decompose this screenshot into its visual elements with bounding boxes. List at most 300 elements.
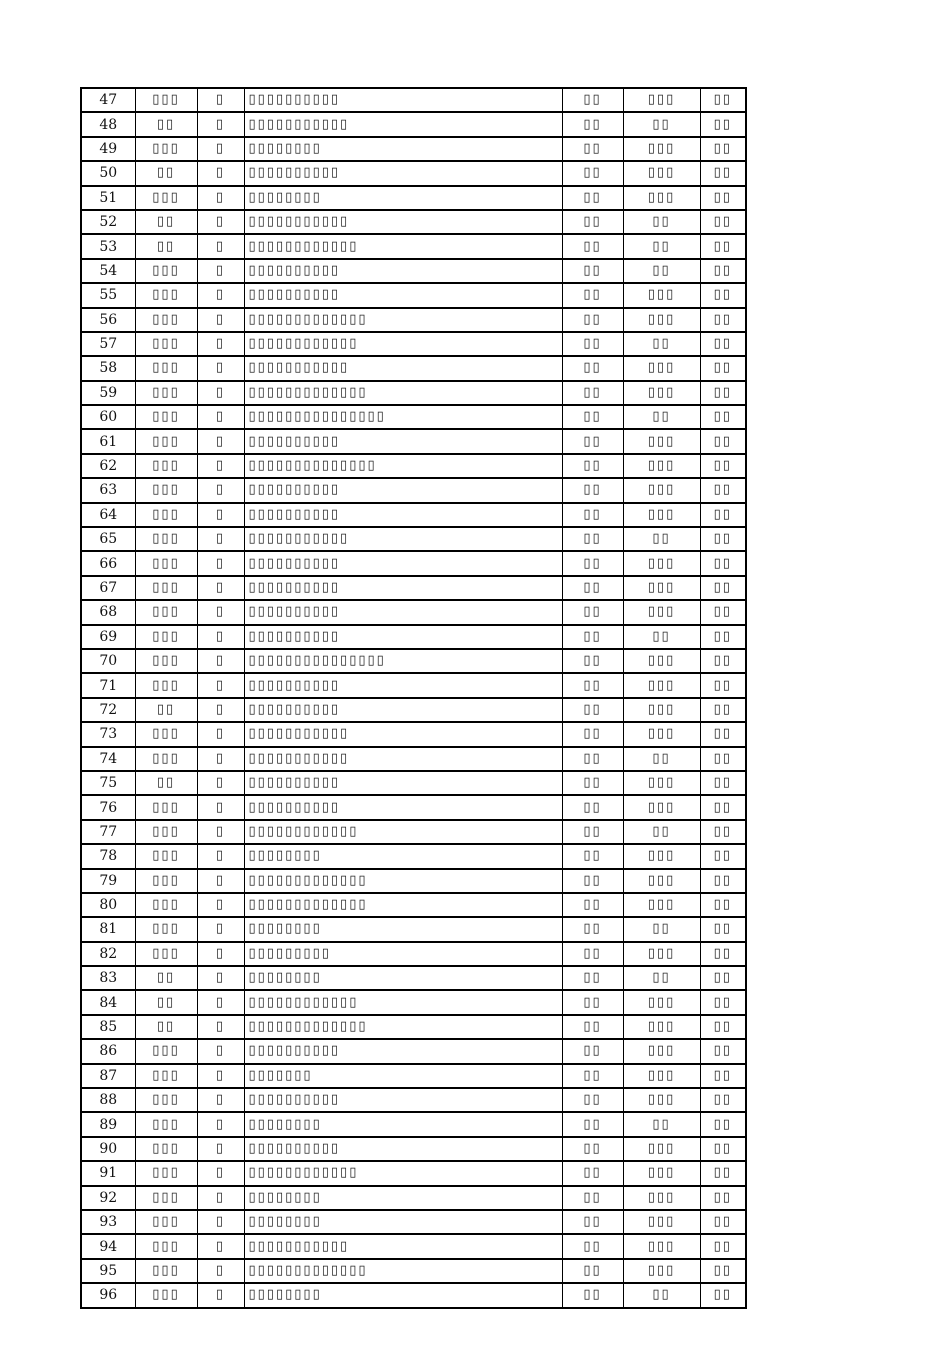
row-number: 90 (81, 1137, 135, 1161)
row-number: 95 (81, 1259, 135, 1283)
note-cell: ▯▯ (700, 478, 746, 502)
table-row (81, 966, 746, 990)
person-name: ▯▯ (135, 210, 197, 234)
category-cell: ▯▯ (562, 795, 623, 819)
table-row (81, 673, 746, 697)
role-cell: ▯▯▯ (623, 454, 700, 478)
person-name: ▯▯▯ (135, 649, 197, 673)
role-cell: ▯▯▯ (623, 795, 700, 819)
sex-cell: ▯ (197, 137, 244, 161)
note-cell: ▯▯ (700, 356, 746, 380)
note-cell: ▯▯ (700, 600, 746, 624)
row-number: 66 (81, 551, 135, 575)
person-name: ▯▯▯ (135, 478, 197, 502)
unit-cell: ▯▯▯▯▯▯▯▯ (244, 137, 562, 161)
row-number: 85 (81, 1015, 135, 1039)
row-number: 94 (81, 1234, 135, 1258)
sex-cell: ▯ (197, 429, 244, 453)
role-cell: ▯▯▯ (623, 649, 700, 673)
category-cell: ▯▯ (562, 88, 623, 112)
table-row (81, 1210, 746, 1234)
sex-cell: ▯ (197, 966, 244, 990)
unit-cell: ▯▯▯▯▯▯▯▯▯▯▯▯▯ (244, 1259, 562, 1283)
person-name: ▯▯▯ (135, 600, 197, 624)
note-cell: ▯▯ (700, 1064, 746, 1088)
note-cell: ▯▯ (700, 771, 746, 795)
person-name: ▯▯▯ (135, 88, 197, 112)
row-number: 89 (81, 1112, 135, 1136)
note-cell: ▯▯ (700, 747, 746, 771)
row-number: 78 (81, 844, 135, 868)
unit-cell: ▯▯▯▯▯▯▯▯▯▯▯ (244, 722, 562, 746)
note-cell: ▯▯ (700, 820, 746, 844)
category-cell: ▯▯ (562, 1088, 623, 1112)
person-name: ▯▯▯ (135, 308, 197, 332)
unit-cell: ▯▯▯▯▯▯▯▯ (244, 844, 562, 868)
note-cell: ▯▯ (700, 917, 746, 941)
person-name: ▯▯▯ (135, 1210, 197, 1234)
note-cell: ▯▯ (700, 381, 746, 405)
role-cell: ▯▯▯ (623, 869, 700, 893)
role-cell: ▯▯▯ (623, 844, 700, 868)
table-row (81, 234, 746, 258)
category-cell: ▯▯ (562, 625, 623, 649)
category-cell: ▯▯ (562, 576, 623, 600)
category-cell: ▯▯ (562, 771, 623, 795)
note-cell: ▯▯ (700, 1088, 746, 1112)
row-number: 64 (81, 503, 135, 527)
note-cell: ▯▯ (700, 1234, 746, 1258)
note-cell: ▯▯ (700, 137, 746, 161)
roster-table-body (81, 88, 746, 1308)
row-number: 69 (81, 625, 135, 649)
unit-cell: ▯▯▯▯▯▯▯▯▯▯ (244, 795, 562, 819)
row-number: 87 (81, 1064, 135, 1088)
sex-cell: ▯ (197, 795, 244, 819)
person-name: ▯▯▯ (135, 869, 197, 893)
sex-cell: ▯ (197, 112, 244, 136)
role-cell: ▯▯▯ (623, 429, 700, 453)
sex-cell: ▯ (197, 283, 244, 307)
role-cell: ▯▯ (623, 234, 700, 258)
table-row (81, 1064, 746, 1088)
person-name: ▯▯▯ (135, 917, 197, 941)
unit-cell: ▯▯▯▯▯▯▯▯▯▯ (244, 1137, 562, 1161)
unit-cell: ▯▯▯▯▯▯▯▯▯▯▯▯▯▯▯ (244, 405, 562, 429)
category-cell: ▯▯ (562, 381, 623, 405)
category-cell: ▯▯ (562, 1137, 623, 1161)
category-cell: ▯▯ (562, 1039, 623, 1063)
table-row (81, 112, 746, 136)
note-cell: ▯▯ (700, 1161, 746, 1185)
category-cell: ▯▯ (562, 1015, 623, 1039)
role-cell: ▯▯▯ (623, 1161, 700, 1185)
note-cell: ▯▯ (700, 161, 746, 185)
row-number: 93 (81, 1210, 135, 1234)
category-cell: ▯▯ (562, 966, 623, 990)
unit-cell: ▯▯▯▯▯▯▯▯▯▯ (244, 771, 562, 795)
unit-cell: ▯▯▯▯▯▯▯▯ (244, 1186, 562, 1210)
sex-cell: ▯ (197, 332, 244, 356)
person-name: ▯▯▯ (135, 893, 197, 917)
role-cell: ▯▯ (623, 625, 700, 649)
unit-cell: ▯▯▯▯▯▯▯▯▯ (244, 942, 562, 966)
person-name: ▯▯▯ (135, 527, 197, 551)
role-cell: ▯▯ (623, 259, 700, 283)
table-row (81, 1283, 746, 1307)
category-cell: ▯▯ (562, 332, 623, 356)
person-name: ▯▯▯ (135, 844, 197, 868)
unit-cell: ▯▯▯▯▯▯▯▯▯▯ (244, 1088, 562, 1112)
row-number: 92 (81, 1186, 135, 1210)
sex-cell: ▯ (197, 1064, 244, 1088)
role-cell: ▯▯ (623, 527, 700, 551)
person-name: ▯▯▯ (135, 1234, 197, 1258)
person-name: ▯▯▯ (135, 1259, 197, 1283)
role-cell: ▯▯▯ (623, 673, 700, 697)
unit-cell: ▯▯▯▯▯▯▯▯▯▯ (244, 1039, 562, 1063)
unit-cell: ▯▯▯▯▯▯▯▯▯▯▯ (244, 356, 562, 380)
sex-cell: ▯ (197, 1137, 244, 1161)
category-cell: ▯▯ (562, 1186, 623, 1210)
table-row (81, 625, 746, 649)
sex-cell: ▯ (197, 308, 244, 332)
row-number: 96 (81, 1283, 135, 1307)
role-cell: ▯▯▯ (623, 990, 700, 1014)
role-cell: ▯▯▯ (623, 88, 700, 112)
note-cell: ▯▯ (700, 186, 746, 210)
category-cell: ▯▯ (562, 722, 623, 746)
person-name: ▯▯▯ (135, 503, 197, 527)
note-cell: ▯▯ (700, 454, 746, 478)
row-number: 86 (81, 1039, 135, 1063)
table-row (81, 478, 746, 502)
table-row (81, 869, 746, 893)
note-cell: ▯▯ (700, 722, 746, 746)
sex-cell: ▯ (197, 1234, 244, 1258)
role-cell: ▯▯▯ (623, 1064, 700, 1088)
table-row (81, 1161, 746, 1185)
sex-cell: ▯ (197, 917, 244, 941)
unit-cell: ▯▯▯▯▯▯▯▯▯▯▯▯▯▯ (244, 454, 562, 478)
role-cell: ▯▯ (623, 966, 700, 990)
sex-cell: ▯ (197, 551, 244, 575)
role-cell: ▯▯ (623, 747, 700, 771)
row-number: 47 (81, 88, 135, 112)
category-cell: ▯▯ (562, 454, 623, 478)
unit-cell: ▯▯▯▯▯▯▯▯ (244, 186, 562, 210)
category-cell: ▯▯ (562, 283, 623, 307)
row-number: 77 (81, 820, 135, 844)
role-cell: ▯▯▯ (623, 1015, 700, 1039)
table-row (81, 1039, 746, 1063)
table-row (81, 88, 746, 112)
row-number: 73 (81, 722, 135, 746)
person-name: ▯▯▯ (135, 1064, 197, 1088)
person-name: ▯▯▯ (135, 1039, 197, 1063)
unit-cell: ▯▯▯▯▯▯▯▯ (244, 1283, 562, 1307)
table-row (81, 771, 746, 795)
person-name: ▯▯ (135, 1015, 197, 1039)
person-name: ▯▯▯ (135, 795, 197, 819)
unit-cell: ▯▯▯▯▯▯▯▯▯▯▯▯▯ (244, 381, 562, 405)
role-cell: ▯▯ (623, 820, 700, 844)
unit-cell: ▯▯▯▯▯▯▯▯▯▯▯▯▯▯▯ (244, 649, 562, 673)
row-number: 52 (81, 210, 135, 234)
role-cell: ▯▯▯ (623, 1039, 700, 1063)
person-name: ▯▯▯ (135, 429, 197, 453)
category-cell: ▯▯ (562, 1210, 623, 1234)
row-number: 75 (81, 771, 135, 795)
unit-cell: ▯▯▯▯▯▯▯▯▯▯ (244, 429, 562, 453)
note-cell: ▯▯ (700, 1015, 746, 1039)
person-name: ▯▯ (135, 112, 197, 136)
row-number: 48 (81, 112, 135, 136)
category-cell: ▯▯ (562, 112, 623, 136)
unit-cell: ▯▯▯▯▯▯▯▯▯▯▯ (244, 527, 562, 551)
unit-cell: ▯▯▯▯▯▯▯▯▯▯ (244, 673, 562, 697)
role-cell: ▯▯▯ (623, 308, 700, 332)
category-cell: ▯▯ (562, 747, 623, 771)
note-cell: ▯▯ (700, 210, 746, 234)
table-row (81, 600, 746, 624)
note-cell: ▯▯ (700, 942, 746, 966)
row-number: 60 (81, 405, 135, 429)
note-cell: ▯▯ (700, 795, 746, 819)
table-row (81, 990, 746, 1014)
row-number: 83 (81, 966, 135, 990)
note-cell: ▯▯ (700, 893, 746, 917)
person-name: ▯▯▯ (135, 1161, 197, 1185)
unit-cell: ▯▯▯▯▯▯▯▯▯▯▯ (244, 747, 562, 771)
sex-cell: ▯ (197, 161, 244, 185)
row-number: 61 (81, 429, 135, 453)
role-cell: ▯▯▯ (623, 893, 700, 917)
person-name: ▯▯▯ (135, 625, 197, 649)
sex-cell: ▯ (197, 722, 244, 746)
table-row (81, 259, 746, 283)
role-cell: ▯▯▯ (623, 1259, 700, 1283)
role-cell: ▯▯▯ (623, 1234, 700, 1258)
role-cell: ▯▯▯ (623, 161, 700, 185)
sex-cell: ▯ (197, 381, 244, 405)
table-row (81, 210, 746, 234)
table-row (81, 820, 746, 844)
sex-cell: ▯ (197, 503, 244, 527)
note-cell: ▯▯ (700, 1210, 746, 1234)
category-cell: ▯▯ (562, 161, 623, 185)
sex-cell: ▯ (197, 405, 244, 429)
row-number: 55 (81, 283, 135, 307)
person-name: ▯▯▯ (135, 722, 197, 746)
person-name: ▯▯▯ (135, 283, 197, 307)
note-cell: ▯▯ (700, 1186, 746, 1210)
note-cell: ▯▯ (700, 698, 746, 722)
sex-cell: ▯ (197, 600, 244, 624)
table-row (81, 332, 746, 356)
note-cell: ▯▯ (700, 112, 746, 136)
role-cell: ▯▯ (623, 1283, 700, 1307)
sex-cell: ▯ (197, 478, 244, 502)
category-cell: ▯▯ (562, 893, 623, 917)
person-name: ▯▯▯ (135, 1137, 197, 1161)
table-row (81, 698, 746, 722)
row-number: 81 (81, 917, 135, 941)
category-cell: ▯▯ (562, 869, 623, 893)
table-row (81, 308, 746, 332)
note-cell: ▯▯ (700, 551, 746, 575)
unit-cell: ▯▯▯▯▯▯▯▯▯▯▯▯▯ (244, 1015, 562, 1039)
table-row (81, 576, 746, 600)
table-row (81, 844, 746, 868)
category-cell: ▯▯ (562, 1234, 623, 1258)
role-cell: ▯▯▯ (623, 600, 700, 624)
role-cell: ▯▯▯ (623, 1210, 700, 1234)
person-name: ▯▯▯ (135, 820, 197, 844)
note-cell: ▯▯ (700, 308, 746, 332)
role-cell: ▯▯▯ (623, 186, 700, 210)
unit-cell: ▯▯▯▯▯▯▯▯▯▯▯▯▯ (244, 869, 562, 893)
role-cell: ▯▯▯ (623, 551, 700, 575)
category-cell: ▯▯ (562, 1259, 623, 1283)
sex-cell: ▯ (197, 1186, 244, 1210)
table-row (81, 429, 746, 453)
row-number: 79 (81, 869, 135, 893)
category-cell: ▯▯ (562, 698, 623, 722)
person-name: ▯▯▯ (135, 454, 197, 478)
unit-cell: ▯▯▯▯▯▯▯▯▯▯ (244, 576, 562, 600)
person-name: ▯▯▯ (135, 186, 197, 210)
table-row (81, 942, 746, 966)
note-cell: ▯▯ (700, 283, 746, 307)
note-cell: ▯▯ (700, 527, 746, 551)
sex-cell: ▯ (197, 88, 244, 112)
unit-cell: ▯▯▯▯▯▯▯▯▯▯▯ (244, 112, 562, 136)
sex-cell: ▯ (197, 649, 244, 673)
table-row (81, 1259, 746, 1283)
category-cell: ▯▯ (562, 503, 623, 527)
person-name: ▯▯▯ (135, 1088, 197, 1112)
role-cell: ▯▯▯ (623, 1186, 700, 1210)
note-cell: ▯▯ (700, 503, 746, 527)
sex-cell: ▯ (197, 1161, 244, 1185)
table-row (81, 1186, 746, 1210)
unit-cell: ▯▯▯▯▯▯▯▯ (244, 1112, 562, 1136)
category-cell: ▯▯ (562, 600, 623, 624)
row-number: 50 (81, 161, 135, 185)
person-name: ▯▯▯ (135, 1112, 197, 1136)
sex-cell: ▯ (197, 454, 244, 478)
role-cell: ▯▯▯ (623, 576, 700, 600)
sex-cell: ▯ (197, 673, 244, 697)
category-cell: ▯▯ (562, 478, 623, 502)
category-cell: ▯▯ (562, 673, 623, 697)
note-cell: ▯▯ (700, 1259, 746, 1283)
note-cell: ▯▯ (700, 625, 746, 649)
row-number: 65 (81, 527, 135, 551)
person-name: ▯▯ (135, 234, 197, 258)
role-cell: ▯▯▯ (623, 722, 700, 746)
category-cell: ▯▯ (562, 942, 623, 966)
table-row (81, 1234, 746, 1258)
sex-cell: ▯ (197, 893, 244, 917)
unit-cell: ▯▯▯▯▯▯▯▯▯▯ (244, 161, 562, 185)
sex-cell: ▯ (197, 1088, 244, 1112)
category-cell: ▯▯ (562, 259, 623, 283)
sex-cell: ▯ (197, 1259, 244, 1283)
row-number: 84 (81, 990, 135, 1014)
role-cell: ▯▯▯ (623, 381, 700, 405)
unit-cell: ▯▯▯▯▯▯▯▯▯▯▯▯ (244, 234, 562, 258)
role-cell: ▯▯▯ (623, 698, 700, 722)
category-cell: ▯▯ (562, 429, 623, 453)
table-row (81, 649, 746, 673)
category-cell: ▯▯ (562, 234, 623, 258)
row-number: 53 (81, 234, 135, 258)
note-cell: ▯▯ (700, 429, 746, 453)
sex-cell: ▯ (197, 942, 244, 966)
table-row (81, 1088, 746, 1112)
role-cell: ▯▯▯ (623, 283, 700, 307)
unit-cell: ▯▯▯▯▯▯▯▯▯▯ (244, 503, 562, 527)
row-number: 57 (81, 332, 135, 356)
role-cell: ▯▯ (623, 210, 700, 234)
unit-cell: ▯▯▯▯▯▯▯▯▯▯ (244, 259, 562, 283)
sex-cell: ▯ (197, 1283, 244, 1307)
role-cell: ▯▯ (623, 405, 700, 429)
person-name: ▯▯▯ (135, 551, 197, 575)
unit-cell: ▯▯▯▯▯▯▯▯ (244, 1210, 562, 1234)
category-cell: ▯▯ (562, 1112, 623, 1136)
category-cell: ▯▯ (562, 649, 623, 673)
category-cell: ▯▯ (562, 1064, 623, 1088)
sex-cell: ▯ (197, 356, 244, 380)
sex-cell: ▯ (197, 259, 244, 283)
row-number: 59 (81, 381, 135, 405)
table-row (81, 747, 746, 771)
category-cell: ▯▯ (562, 527, 623, 551)
row-number: 70 (81, 649, 135, 673)
person-name: ▯▯ (135, 990, 197, 1014)
table-row (81, 1112, 746, 1136)
category-cell: ▯▯ (562, 210, 623, 234)
sex-cell: ▯ (197, 210, 244, 234)
person-name: ▯▯▯ (135, 332, 197, 356)
note-cell: ▯▯ (700, 259, 746, 283)
row-number: 56 (81, 308, 135, 332)
unit-cell: ▯▯▯▯▯▯▯▯ (244, 966, 562, 990)
row-number: 51 (81, 186, 135, 210)
role-cell: ▯▯▯ (623, 503, 700, 527)
person-name: ▯▯▯ (135, 1283, 197, 1307)
unit-cell: ▯▯▯▯▯▯▯▯▯▯ (244, 551, 562, 575)
unit-cell: ▯▯▯▯▯▯▯▯▯▯ (244, 625, 562, 649)
row-number: 72 (81, 698, 135, 722)
unit-cell: ▯▯▯▯▯▯▯▯▯▯▯▯▯ (244, 308, 562, 332)
sex-cell: ▯ (197, 576, 244, 600)
sex-cell: ▯ (197, 1210, 244, 1234)
person-name: ▯▯▯ (135, 259, 197, 283)
category-cell: ▯▯ (562, 356, 623, 380)
unit-cell: ▯▯▯▯▯▯▯▯▯▯▯▯ (244, 332, 562, 356)
unit-cell: ▯▯▯▯▯▯▯▯▯▯ (244, 283, 562, 307)
sex-cell: ▯ (197, 844, 244, 868)
note-cell: ▯▯ (700, 88, 746, 112)
sex-cell: ▯ (197, 1112, 244, 1136)
note-cell: ▯▯ (700, 405, 746, 429)
person-name: ▯▯▯ (135, 673, 197, 697)
person-name: ▯▯▯ (135, 576, 197, 600)
